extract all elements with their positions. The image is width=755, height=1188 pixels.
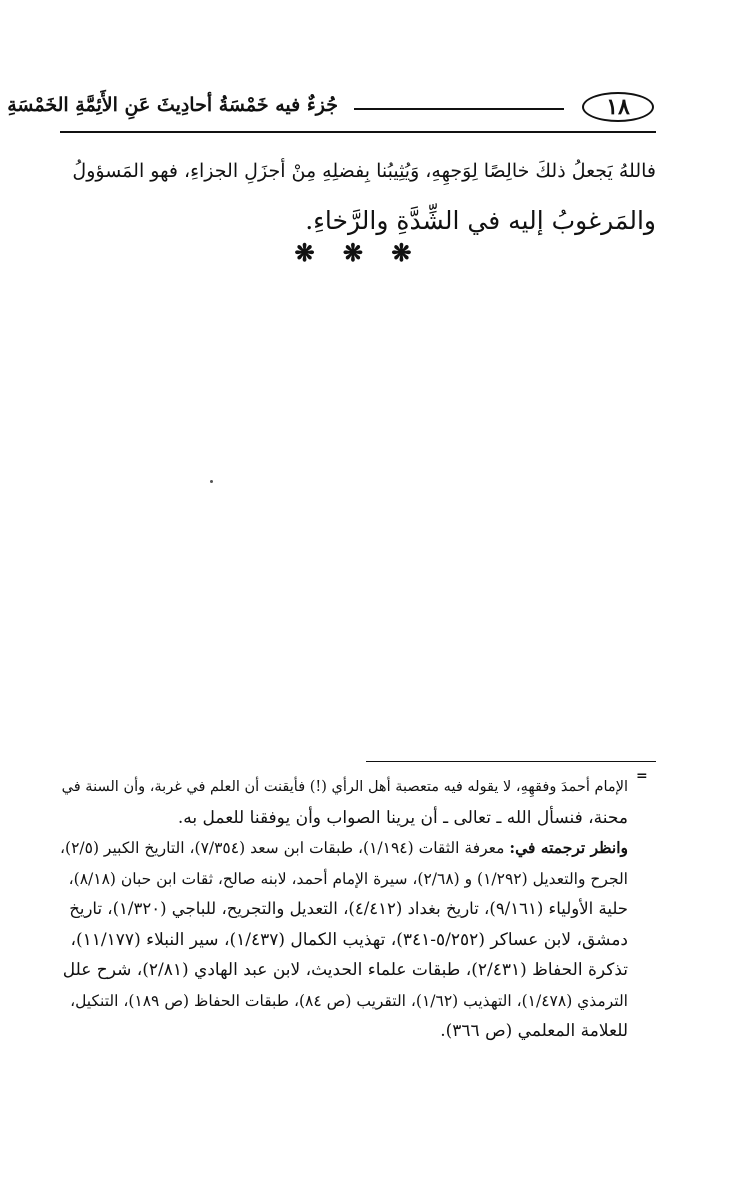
footnote-line: محنة، فنسأل الله ـ تعالى ـ أن يرينا الصواب وأن يوفقنا للعمل به.: [177, 807, 628, 828]
footnote-line: دمشق، لابن عساكر (٥/٢٥٢-٣٤١)، تهذيب الكمال (١/٤٣٧)، سير النبلاء (١١/١٧٧)،: [70, 929, 628, 950]
main-text: [60, 146, 656, 246]
footnote-line: تذكرة الحفاظ (٢/٤٣١)، طبقات علماء الحديث، لابن عبد الهادي (٢/٨١)، شرح علل: [62, 960, 628, 980]
footnote-line: الترمذي (١/٤٧٨)، التهذيب (١/٦٢)، التقريب (ص ٨٤)، طبقات الحفاظ (ص ١٨٩)، التنكيل،: [70, 991, 628, 1010]
page-number: ١٨: [582, 92, 654, 122]
footnotes: [60, 772, 628, 1047]
footnote-line: للعلامة المعلمي (ص ٣٦٦).: [440, 1021, 628, 1041]
footnote-line: الجرح والتعديل (١/٢٩٢) و (٢/٦٨)، سيرة الإمام أحمد، لابنه صالح، ثقات ابن حبان (٨/١٨)،: [68, 869, 628, 888]
footnote-line: حلية الأولياء (٩/١٦١)، تاريخ بغداد (٤/٤١٢)، التعديل والتجريح، للباجي (١/٣٢٠)، تاريخ: [69, 899, 628, 918]
main-text-line: فاللهُ يَجعلُ ذلكَ خالِصًا لِوَجهِهِ، وَيُثِيبُنا بِفضلِهِ مِنْ أجزَلِ الجزاءِ، فهو المَسؤولُ: [72, 160, 656, 182]
footnote-line: الإمام أحمدَ وفقهِهِ، لا يقوله فيه متعصبة أهل الرأي (!) فأيقنت أن العلم في غربة، وأن السنة في: [61, 779, 628, 795]
page-header: [7, 86, 656, 130]
section-separator: ❋ ❋ ❋: [294, 238, 422, 267]
stray-dot: [210, 480, 213, 483]
header-rule: [60, 131, 656, 133]
main-text-line: والمَرغوبُ إليه في الشِّدَّةِ والرَّخاءِ.: [305, 206, 656, 235]
footnote-label: وانظر ترجمته في:: [509, 838, 628, 857]
footnote-text: معرفة الثقات (١/١٩٤)، طبقات ابن سعد (٧/٣٥٤)، التاريخ الكبير (٢/٥)،: [60, 839, 510, 857]
footnote-line: [60, 833, 628, 864]
footnote-continuation-marker: =: [636, 768, 648, 784]
header-dash: [354, 108, 564, 110]
running-title: جُزءٌ فيه خَمْسَةُ أحادِيثَ عَنِ الأَئِمَّةِ الخَمْسَةِ: [7, 94, 338, 116]
footnote-rule: [366, 761, 656, 762]
